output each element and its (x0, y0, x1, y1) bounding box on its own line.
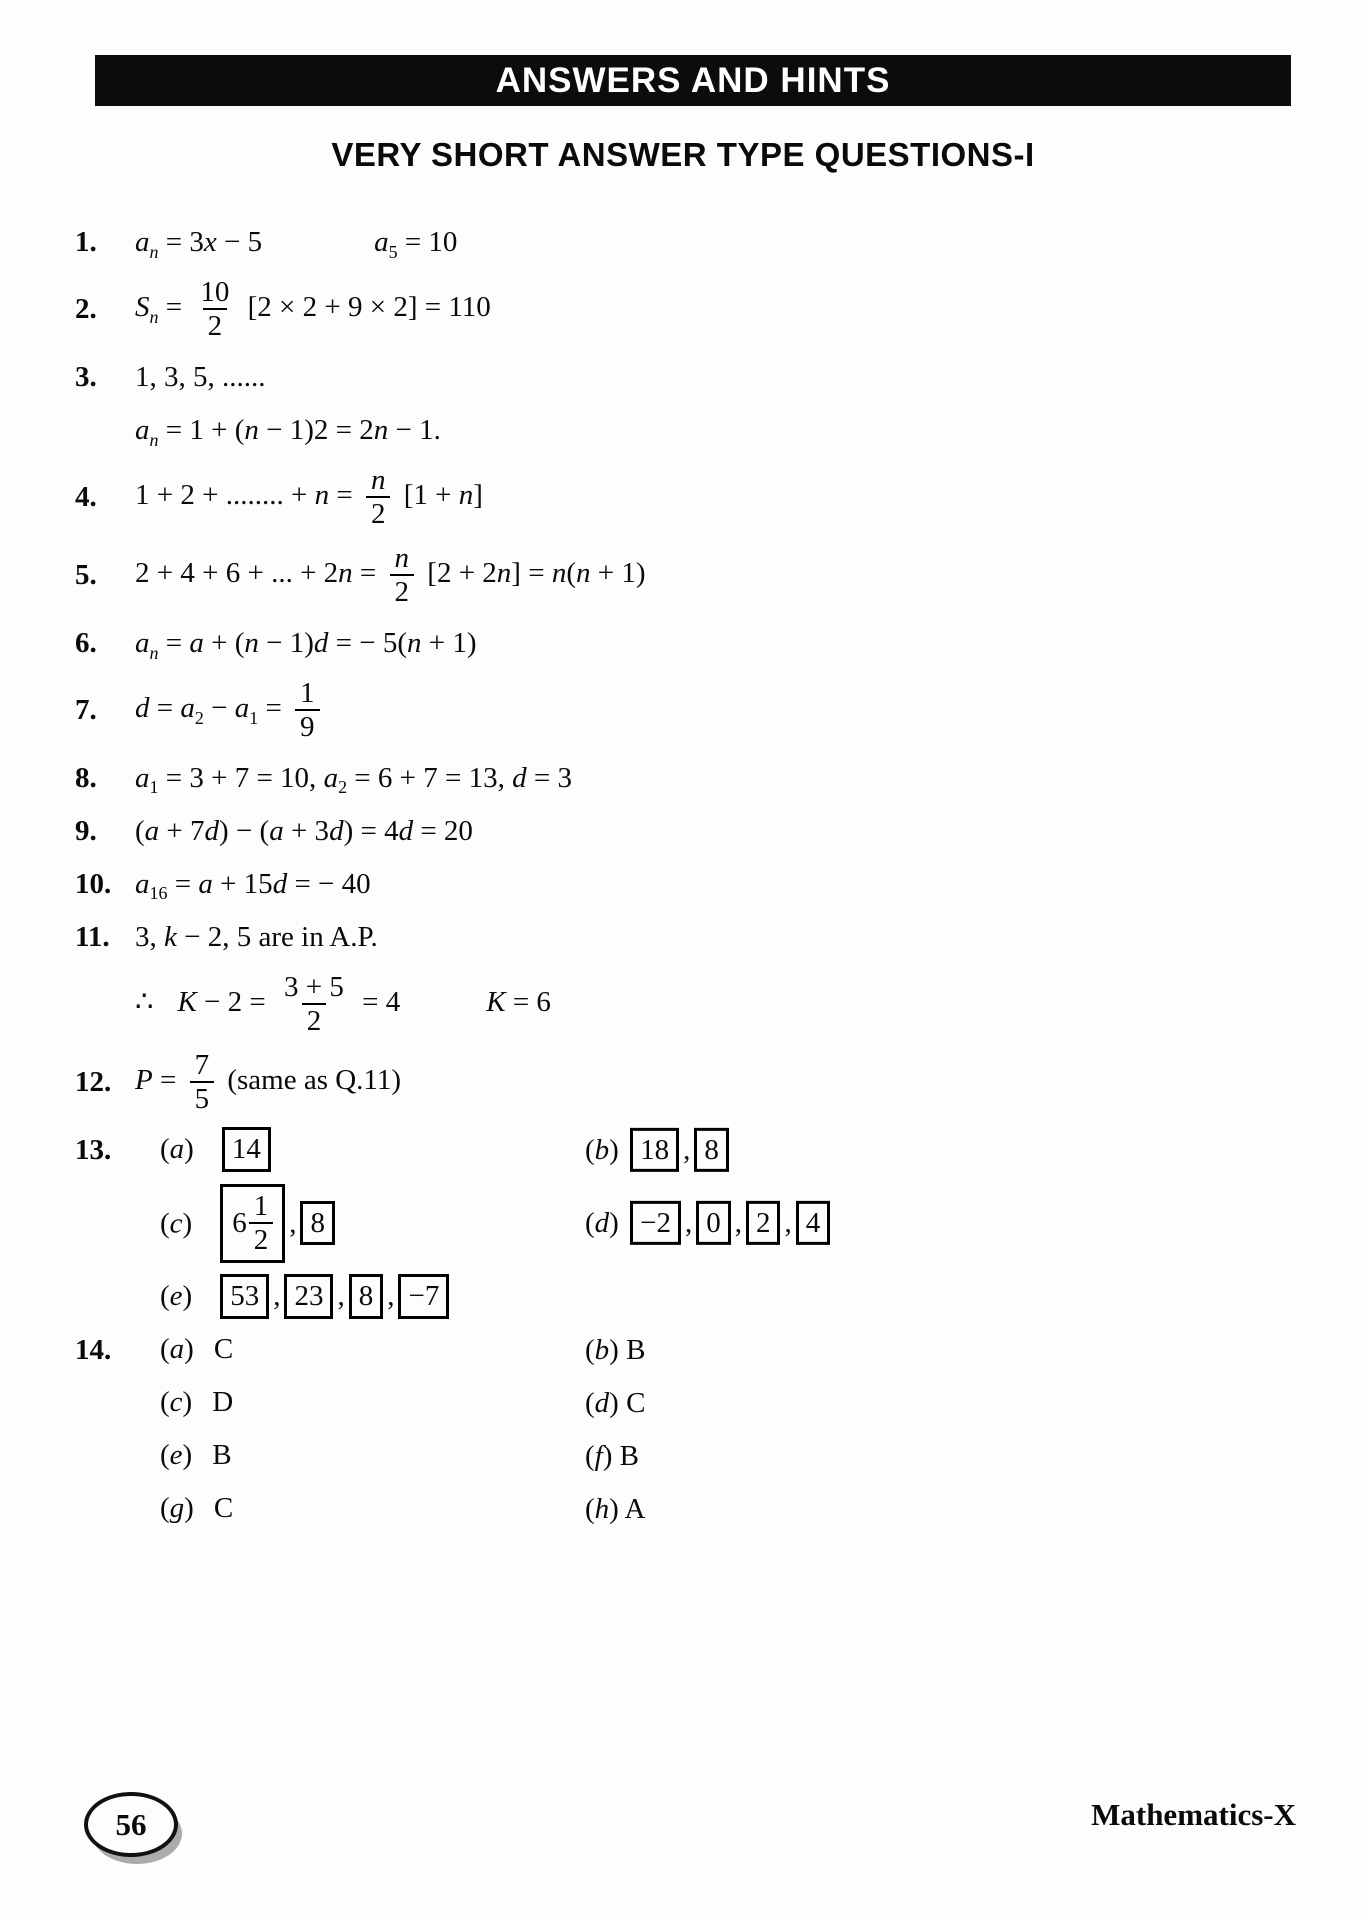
math-text: ] = (511, 557, 552, 589)
math-text: (same as Q.11) (220, 1063, 402, 1096)
math-variable: a (180, 691, 195, 724)
math-text: , (387, 1280, 395, 1313)
answer-content (135, 919, 378, 955)
answer-content (135, 866, 371, 902)
math-variable: a (144, 814, 160, 847)
math-text: − 2 = (196, 985, 274, 1018)
boxed-answer: 8 (349, 1274, 384, 1318)
math-text: , (684, 1206, 693, 1239)
math-text: ( (585, 1492, 595, 1525)
answer-line-14-3 (75, 1433, 1326, 1479)
math-text: = (167, 867, 199, 900)
math-variable: h (594, 1492, 610, 1525)
math-text: = (158, 626, 190, 659)
math-text: 1 + 2 + ........ + (135, 479, 315, 512)
math-text: , (784, 1206, 792, 1239)
answer-content (135, 276, 491, 343)
math-text: D (212, 1386, 234, 1419)
answer-line-13-1 (75, 1127, 1326, 1173)
question-number: 6. (75, 626, 97, 659)
answer-content-col2 (585, 1384, 645, 1420)
math-variable: n (338, 557, 353, 589)
math-text: ( (585, 1386, 595, 1419)
math-variable: a (135, 225, 150, 258)
math-text: + 7 (159, 814, 205, 847)
math-text: ( (566, 557, 576, 589)
boxed-answer: −2 (630, 1201, 681, 1245)
math-text: ) = 4 (343, 814, 399, 847)
math-text: ( (160, 1133, 170, 1166)
math-text: , (734, 1206, 742, 1239)
math-variable: K (486, 985, 506, 1018)
answer-content (135, 1490, 233, 1526)
answer-line-9 (75, 808, 1326, 854)
math-variable: f (594, 1439, 603, 1472)
answer-content (135, 224, 457, 260)
spacer (194, 1510, 214, 1511)
math-text: = 3 + 7 = 10, (158, 761, 324, 794)
math-text: − 1)2 = 2 (258, 413, 374, 446)
math-text: = 3 (526, 761, 572, 794)
math-text: = − 5( (328, 626, 407, 659)
answer-content (135, 1127, 275, 1171)
math-text: − (203, 691, 235, 724)
math-text: ) (184, 1133, 194, 1166)
math-subscript: 2 (338, 777, 348, 798)
math-variable: n (373, 413, 389, 446)
math-text: ( (160, 1439, 170, 1472)
spacer (153, 1004, 177, 1005)
math-variable: a (374, 225, 389, 258)
math-text: [1 + (396, 479, 459, 512)
spacer (135, 1351, 160, 1352)
answer-content (135, 813, 473, 849)
math-text: [2 × 2 + 9 × 2] = 110 (240, 291, 491, 324)
answer-line-11-1 (75, 914, 1326, 960)
math-text: − 1) (258, 626, 314, 659)
boxed-answer: 2 (746, 1201, 781, 1245)
math-variable: K (177, 985, 197, 1018)
math-subscript: n (149, 429, 159, 450)
math-text: ∴ (135, 985, 154, 1018)
math-subscript: n (149, 241, 159, 262)
question-number: 3. (75, 360, 97, 393)
answer-content (135, 1437, 232, 1473)
question-number: 2. (75, 293, 97, 326)
math-subscript: 1 (249, 707, 259, 728)
math-text: − 2, 5 are in A.P. (176, 920, 378, 953)
math-fraction (279, 971, 349, 1038)
answer-content (135, 412, 441, 448)
question-number: 13. (75, 1133, 112, 1166)
question-number: 7. (75, 694, 97, 727)
spacer (135, 1457, 160, 1458)
math-text: = (258, 691, 290, 724)
math-text: ) A (609, 1492, 646, 1525)
math-subscript: n (149, 642, 159, 663)
math-text: ) (609, 1133, 627, 1166)
math-text: = 20 (413, 814, 473, 847)
spacer (192, 1404, 212, 1405)
math-text: = 10 (397, 225, 458, 258)
math-text: ) (182, 1206, 193, 1239)
math-text: ( (160, 1386, 170, 1419)
math-variable: d (135, 691, 150, 724)
math-text: ( (160, 1206, 170, 1239)
math-variable: n (551, 557, 567, 589)
boxed-answer: 8 (694, 1127, 729, 1171)
fraction-denominator: 2 (203, 308, 228, 342)
math-subscript: 16 (149, 883, 168, 904)
fraction-numerator: 1 (253, 1189, 269, 1222)
answer-line-7 (75, 677, 1326, 744)
math-text: − 1. (388, 413, 441, 446)
math-variable: b (594, 1333, 610, 1366)
question-number: 14. (75, 1333, 112, 1366)
math-variable: a (135, 761, 150, 794)
answer-line-6 (75, 620, 1326, 666)
math-text: = (149, 691, 181, 724)
math-text: ) − ( (219, 814, 270, 847)
answer-content (135, 542, 646, 609)
answer-content (135, 1384, 233, 1420)
answer-content-col2 (585, 1331, 645, 1367)
fraction-denominator: 9 (295, 709, 320, 743)
question-number: 1. (75, 225, 97, 258)
math-variable: e (169, 1280, 183, 1313)
math-text: = − 40 (287, 867, 371, 900)
answer-content (135, 1049, 401, 1116)
answer-line-10 (75, 861, 1326, 907)
answer-content (135, 677, 326, 744)
spacer (194, 1151, 218, 1152)
math-variable: n (458, 479, 474, 512)
math-variable: d (398, 814, 414, 847)
header-bar (95, 55, 1291, 106)
math-variable: a (135, 626, 150, 659)
answer-content-col2 (585, 1490, 645, 1526)
math-variable: P (135, 1063, 153, 1096)
answer-line-13-3 (75, 1274, 1326, 1320)
math-variable: d (313, 626, 329, 659)
math-text: ) B (609, 1333, 646, 1366)
math-text: ( (160, 1492, 170, 1525)
boxed-answer: 8 (300, 1201, 335, 1245)
answer-line-1 (75, 219, 1326, 265)
math-subscript: n (149, 306, 159, 327)
math-text: ( (585, 1133, 595, 1166)
math-variable: n (496, 557, 512, 589)
page-number-badge (84, 1792, 178, 1857)
math-text: 3, (135, 920, 164, 953)
math-text: = (158, 291, 190, 324)
math-text: ] (473, 479, 483, 512)
math-text: ) (182, 1280, 193, 1313)
answer-content (135, 359, 266, 395)
math-text: 2 + 4 + 6 + ... + 2 (135, 557, 339, 589)
answer-content-col2 (585, 1437, 639, 1473)
math-variable: e (169, 1439, 183, 1472)
question-number: 10. (75, 867, 112, 900)
answer-line-14-1 (75, 1327, 1326, 1373)
answer-content (135, 760, 572, 796)
math-text: C (213, 1492, 234, 1525)
fraction-denominator: 2 (390, 574, 415, 608)
boxed-answer: 14 (222, 1127, 271, 1171)
math-variable: a (269, 814, 284, 847)
fraction-denominator: 5 (190, 1081, 215, 1115)
math-text: ) (182, 1439, 193, 1472)
math-variable: b (594, 1133, 610, 1166)
question-number: 8. (75, 761, 97, 794)
math-variable: d (512, 761, 527, 794)
fraction-numerator: 10 (200, 276, 230, 308)
math-text: − 5 (216, 225, 263, 258)
fraction-denominator: 2 (366, 496, 391, 530)
math-text: = 4 (354, 985, 401, 1018)
math-text: , (683, 1133, 691, 1166)
boxed-answer: −7 (398, 1274, 449, 1318)
math-variable: d (204, 814, 220, 847)
math-variable: S (135, 291, 150, 324)
answer-content (135, 1274, 453, 1318)
answer-content (135, 625, 477, 661)
math-fraction (190, 1049, 215, 1116)
answers-list (75, 212, 1326, 1539)
math-text: ( (585, 1333, 595, 1366)
math-subscript: 1 (149, 777, 159, 798)
math-text: + 1) (421, 626, 477, 659)
answer-line-4 (75, 464, 1326, 531)
math-variable: c (169, 1206, 183, 1239)
math-text: = 1 + ( (158, 413, 245, 446)
answer-content (135, 464, 483, 531)
math-text: = (329, 479, 360, 512)
math-text: = (152, 1063, 184, 1096)
boxed-answer: 0 (696, 1201, 731, 1245)
math-fraction (249, 1190, 274, 1257)
answer-line-3-1 (75, 354, 1326, 400)
fraction-numerator: 3 + 5 (284, 970, 344, 1003)
math-text: ) (609, 1206, 627, 1239)
math-variable: d (594, 1206, 610, 1239)
math-text: ( (160, 1333, 170, 1366)
math-variable: n (575, 557, 591, 589)
fraction-numerator: n (370, 463, 386, 496)
math-variable: a (169, 1333, 185, 1366)
answer-content-col2 (585, 1201, 834, 1245)
math-fraction (195, 276, 234, 343)
question-number: 12. (75, 1066, 112, 1099)
math-text: C (213, 1333, 234, 1366)
spacer (400, 1004, 486, 1005)
math-text: , (273, 1280, 281, 1313)
spacer (135, 1404, 160, 1405)
math-fraction (366, 464, 391, 531)
math-text: + 3 (283, 814, 330, 847)
math-variable: d (329, 814, 344, 847)
answer-line-12 (75, 1049, 1326, 1116)
question-number: 5. (75, 559, 97, 592)
spacer (135, 1510, 160, 1511)
book-title: Mathematics-X (1091, 1797, 1296, 1832)
fraction-denominator: 2 (249, 1222, 274, 1256)
fraction-numerator: 1 (300, 676, 315, 709)
answer-content (135, 1184, 339, 1263)
answer-line-14-4 (75, 1486, 1326, 1532)
math-text: = (352, 557, 384, 589)
math-variable: a (234, 691, 250, 724)
math-text: ) B (602, 1439, 639, 1472)
math-text: ) (182, 1386, 193, 1419)
math-text: 1, 3, 5, ...... (135, 360, 266, 393)
math-fraction (295, 677, 320, 744)
question-number: 4. (75, 481, 97, 514)
answer-line-8 (75, 755, 1326, 801)
answer-line-14-2 (75, 1380, 1326, 1426)
math-text: = 3 (158, 225, 204, 258)
math-subscript: 2 (194, 707, 204, 728)
spacer (135, 1151, 160, 1152)
math-text: = 6 + 7 = 13, (347, 761, 513, 794)
math-text: ( (585, 1206, 595, 1239)
math-variable: a (169, 1133, 185, 1166)
question-number: 11. (75, 920, 110, 953)
answer-content (135, 1331, 233, 1367)
math-variable: n (314, 479, 330, 512)
math-variable: a (135, 413, 150, 446)
answer-line-11-2 (75, 971, 1326, 1038)
math-variable: n (407, 626, 422, 659)
answer-line-13-2 (75, 1184, 1326, 1263)
math-text: = 6 (505, 985, 551, 1018)
math-text: ( (160, 1280, 170, 1313)
math-fraction (390, 542, 415, 609)
math-text: , (337, 1280, 345, 1313)
spacer (192, 1298, 216, 1299)
spacer (135, 1225, 160, 1226)
boxed-answer: 53 (220, 1274, 269, 1318)
math-variable: x (203, 225, 217, 258)
question-number: 9. (75, 814, 97, 847)
math-text: ( (585, 1439, 595, 1472)
math-variable: n (244, 413, 259, 446)
answer-content (135, 971, 551, 1038)
math-text: [2 + 2 (420, 557, 497, 589)
math-variable: a (135, 867, 150, 900)
fraction-numerator: 7 (194, 1048, 210, 1081)
fraction-denominator: 2 (302, 1003, 327, 1037)
answer-line-2 (75, 276, 1326, 343)
math-text: B (212, 1439, 232, 1472)
math-variable: a (323, 761, 339, 794)
boxed-answer: 4 (796, 1201, 831, 1245)
math-text: ) C (609, 1386, 646, 1419)
math-variable: d (594, 1386, 610, 1419)
math-subscript: 5 (388, 241, 398, 262)
math-text: , (289, 1206, 297, 1239)
spacer (192, 1457, 212, 1458)
spacer (262, 244, 374, 245)
math-variable: a (189, 626, 204, 659)
math-text: ( (135, 814, 145, 847)
math-variable: n (244, 626, 259, 659)
boxed-answer: 18 (630, 1127, 679, 1171)
math-text: + ( (203, 626, 245, 659)
fraction-numerator: n (394, 541, 410, 574)
spacer (135, 1298, 160, 1299)
math-text: + 1) (590, 557, 646, 589)
page-number: 56 (115, 1806, 147, 1842)
answer-line-3-2 (75, 407, 1326, 453)
answer-line-5 (75, 542, 1326, 609)
math-variable: a (198, 867, 213, 900)
boxed-answer: 23 (284, 1274, 333, 1318)
math-variable: d (272, 867, 288, 900)
spacer (192, 1225, 216, 1226)
math-variable: k (164, 920, 177, 953)
boxed-answer-mixed (220, 1184, 285, 1263)
header-title: ANSWERS AND HINTS (495, 60, 891, 100)
math-text: ) (184, 1492, 194, 1525)
answer-content-col2 (585, 1127, 733, 1171)
spacer (194, 1351, 214, 1352)
math-variable: c (169, 1386, 183, 1419)
math-text: + 15 (212, 867, 273, 900)
math-text: ) (184, 1333, 194, 1366)
section-title: VERY SHORT ANSWER TYPE QUESTIONS-I (331, 136, 1035, 173)
math-variable: g (169, 1492, 185, 1525)
mixed-number-whole: 6 (232, 1206, 247, 1239)
